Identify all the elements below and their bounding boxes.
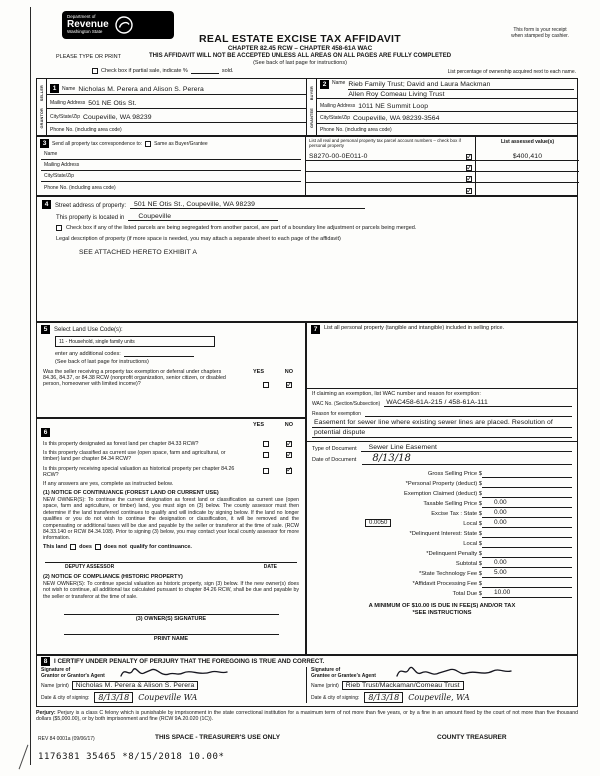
segregated-checkbox[interactable] — [56, 225, 62, 231]
notice-continuance-title: (1) NOTICE OF CONTINUANCE (FOREST LAND OR CURRENT USE) — [43, 490, 219, 497]
tax-label: Taxable Selling Price $ — [423, 501, 482, 507]
grantor-sig-label-1: Signature of — [41, 667, 71, 673]
owners-signature-line — [64, 614, 279, 622]
buyer-mailing-value: 1011 NE Summit Loop — [358, 103, 429, 110]
continuance-does-label: does — [79, 543, 92, 550]
section-3-number: 3 — [40, 139, 49, 148]
parcel-column — [305, 137, 475, 195]
assessed-value-row-3 — [476, 172, 579, 183]
current-use-no-checkbox[interactable] — [286, 452, 292, 458]
tax-label: Subtotal $ — [455, 561, 482, 567]
land-use-see-back-note: (See back of last page for instructions) — [55, 359, 149, 365]
buyer-mailing-label: Mailing Address — [320, 103, 356, 109]
grantor-name-value: Nicholas M. Perera & Alison S. Perera — [72, 681, 199, 690]
tax-label: Local $ — [463, 521, 482, 527]
section-8-signatures — [36, 655, 578, 707]
tax-value: 10.00 — [482, 589, 572, 598]
tax-row-gross-selling-price — [307, 468, 577, 478]
tax-row-exemption-claimed — [307, 488, 577, 498]
tax-row-personal-property-deduct — [307, 478, 577, 488]
buyer-name-value: Rieb Family Trust; David and Laura Mackman — [348, 80, 574, 90]
parcel-row-1 — [306, 150, 475, 161]
receipt-note-line2: when stamped by cashier. — [511, 33, 569, 39]
historic-property-question-text: Is this property receiving special valuation as historical property per chapter 84.26 RCW? — [43, 465, 235, 478]
reason-label: Reason for exemption — [312, 411, 361, 417]
buyer-mailing-row — [317, 99, 577, 112]
additional-codes-label: enter any additional codes: — [55, 351, 121, 357]
section-2-buyer — [306, 78, 578, 136]
tax-value: 0.00 — [482, 499, 572, 508]
seller-name-label: Name — [62, 86, 76, 92]
seller-side-strip — [37, 79, 47, 135]
same-as-buyer-checkbox[interactable] — [145, 141, 151, 147]
seller-mailing-row — [47, 95, 306, 109]
reason-row — [307, 407, 577, 417]
tax-label: Total Due $ — [452, 591, 482, 597]
forest-land-no-checkbox[interactable] — [286, 441, 292, 447]
not-accepted-warning: THIS AFFIDAVIT WILL NOT BE ACCEPTED UNLESS ALL AREAS ON ALL PAGES ARE FULLY COMPLETED — [148, 53, 452, 59]
tax-row-delinquent-penalty — [307, 548, 577, 558]
correspondence-csz-row — [41, 171, 301, 182]
tax-value: 5.00 — [482, 569, 572, 578]
grantor-name-row — [41, 681, 302, 690]
tax-label: *State Technology Fee $ — [418, 571, 482, 577]
tax-value — [482, 549, 572, 558]
located-in-value: Coupeville — [128, 213, 278, 221]
parcel-3-personal-checkbox[interactable] — [466, 176, 472, 182]
historic-property-question — [43, 466, 301, 478]
reason-value: Easement for sewer line where existing sewer lines are placed. Resolution of potential dispute — [312, 418, 572, 438]
section-5-land-use — [36, 322, 306, 418]
continuance-prefix: This land — [43, 543, 68, 550]
tax-value: 0.00 — [482, 559, 572, 568]
date-of-document-row — [307, 452, 577, 465]
section-4-property — [36, 196, 578, 322]
grantee-signature-block — [306, 667, 577, 703]
grantee-date-value: 8/13/18 — [364, 692, 403, 703]
perjury-bold: Perjury: — [36, 710, 56, 716]
seller-name-value: Nicholas M. Perera and Alison S. Perera — [78, 86, 204, 93]
buyer-csz-row — [317, 112, 577, 124]
logo-line2: Revenue — [67, 18, 109, 30]
see-back-note: (See back of last page for instructions) — [253, 60, 347, 66]
form-rev-number: REV 84 0001a (09/06/17) — [38, 736, 95, 742]
section-2-number: 2 — [320, 80, 329, 89]
grantor-city-value: Coupeville WA — [138, 693, 198, 702]
see-instructions-note: *SEE INSTRUCTIONS — [412, 610, 472, 616]
deputy-assessor-line — [45, 562, 297, 570]
type-of-document-value: Sewer Line Easement — [361, 444, 572, 452]
buyer-name-row — [317, 79, 577, 99]
located-in-label: This property is located in — [56, 215, 125, 221]
form-title: REAL ESTATE EXCISE TAX AFFIDAVIT — [199, 33, 401, 45]
classification-header — [41, 421, 301, 439]
partial-sale-checkbox[interactable] — [92, 68, 98, 74]
date-of-document-value: 8/13/18 — [362, 453, 572, 465]
parcel-4-personal-checkbox[interactable] — [466, 188, 472, 194]
forest-land-question-text: Is this property designated as forest land per chapter 84.33 RCW? — [43, 441, 199, 447]
buyer-phone-row — [317, 124, 577, 135]
tax-value — [482, 479, 572, 488]
scan-artifact-line — [19, 745, 29, 770]
section-5-number: 5 — [41, 325, 50, 334]
seller-csz-row — [47, 109, 306, 123]
buyer-side-bottom-label: GRANTEE — [309, 107, 314, 128]
grantee-city-value: Coupeville, WA — [408, 693, 470, 702]
answers-yes-note: If any answers are yes, complete as instructed below. — [43, 481, 174, 488]
deferral-yes-no-header — [253, 369, 293, 375]
section-4-number: 4 — [42, 200, 51, 209]
assessed-value-header: List assessed value(s) — [500, 139, 555, 145]
parcel-row-3 — [306, 172, 475, 183]
located-in-row — [37, 209, 577, 221]
grantor-date-value: 8/13/18 — [94, 692, 133, 703]
exemption-intro-label: If claiming an exemption, list WAC number and reason for exemption: — [312, 391, 481, 397]
current-use-question — [43, 450, 301, 462]
receipt-note — [492, 27, 588, 39]
personal-property-blank-area — [307, 334, 577, 388]
grantor-name-label: Name (print) — [41, 682, 69, 689]
correspondence-mailing-row — [41, 160, 301, 171]
segregated-label: Check box if any of the listed parcels are being segregated from another parcel, are part of a boundary line adjustment or parcels being merged. — [66, 225, 417, 231]
section-6-classification — [36, 418, 306, 655]
grantor-signature — [117, 664, 247, 680]
section-1-seller — [36, 78, 307, 136]
tax-row-affidavit-processing-fee — [307, 578, 577, 588]
certify-statement: I CERTIFY UNDER PENALTY OF PERJURY THAT THE FOREGOING IS TRUE AND CORRECT. — [54, 658, 325, 665]
buyer-phone-label: Phone No. (including area code) — [320, 127, 392, 133]
tax-value — [482, 489, 572, 498]
seller-phone-row — [47, 123, 306, 135]
assessed-value-row-2 — [476, 161, 579, 172]
notice-continuance-body: NEW OWNER(S): To continue the current designation as forest land or classification as current use (open space, farm and agriculture, or timber) land, you must sign on (3) below. The county assessor must then determine if the land transferred continues to qualify and will indicate by signing below. If the land no longer qualifies or you do not wish to continue the designation or classification, it will be removed and the compensating or additional taxes will be due and payable by the seller or transferor at the time of sale. (RCW 84.33.140 or RCW 84.34.108). Prior to signing (3) below, you may contact your local county assessor for more information. — [43, 497, 299, 542]
tax-row-delinquent-interest-state — [307, 528, 577, 538]
additional-codes-row — [37, 347, 305, 357]
section-7-number: 7 — [311, 325, 320, 334]
correspondence-csz-label: City/State/Zip — [44, 173, 75, 179]
tax-value — [482, 579, 572, 588]
tax-value — [482, 539, 572, 548]
partial-sale-percent-field — [191, 67, 219, 74]
deferral-no-checkbox[interactable] — [286, 382, 292, 388]
print-name-line — [64, 634, 279, 642]
parcel-row-2 — [306, 161, 475, 172]
send-correspondence-label: Send all property tax correspondence to: — [52, 140, 143, 147]
section-8-number: 8 — [41, 657, 50, 666]
tax-row-excise-local — [307, 518, 577, 528]
assessed-value-row-1 — [476, 150, 579, 161]
deferral-yes-header: YES — [253, 369, 265, 375]
perjury-text: Perjury is a class C felony which is punishable by imprisonment in the state correctional institution for a maximum term of not more than five years, or by a fine in an amount fixed by the court of not more than five thousand dollars ($5,000.00), or by both imprisonment and fine (RCW 9A.20.020 (1C)). — [36, 710, 578, 723]
correspondence-name-row — [41, 149, 301, 160]
tax-label: Exemption Claimed (deduct) $ — [404, 491, 482, 497]
deferral-no-header: NO — [284, 369, 293, 375]
notice-compliance-body: NEW OWNER(S): To continue special valuation as historic property, sign (3) below. If the new owner(s) does not wish to continue, all additional tax calculated pursuant to chapter 84.26 RCW, shall be due and payable by the seller or transferor at the time of sale. — [43, 580, 299, 600]
seller-name-row — [47, 79, 306, 95]
section-1-number: 1 — [50, 84, 59, 93]
classification-yes-no-header — [253, 422, 293, 428]
land-use-header — [37, 323, 305, 335]
legal-description-label: Legal description of property (if more space is needed, you may attach a separate sheet to each page of the affidavit) — [56, 236, 341, 242]
tax-row-total-due — [307, 588, 577, 598]
parcel-1-personal-checkbox[interactable] — [466, 154, 472, 160]
please-type-note: PLEASE TYPE OR PRINT — [56, 54, 122, 60]
legal-description-value: SEE ATTACHED HERETO EXHIBIT A — [79, 249, 197, 256]
historic-yes-checkbox[interactable] — [263, 468, 269, 474]
correspondence-mailing-label: Mailing Address — [44, 162, 80, 168]
land-use-select-label: Select Land Use Code(s): — [54, 326, 123, 333]
deputy-date-label: DATE — [263, 563, 277, 570]
current-use-question-text: Is this property classified as current use (open space, farm and agricultural, or timber) land per chapter 84.34 RCW? — [43, 450, 226, 463]
assessed-value-1: $400,410 — [512, 153, 543, 160]
grantee-sig-label-2: Grantee or Grantee's Agent — [311, 672, 376, 679]
grantee-date-label: Date & city of signing: — [311, 694, 360, 701]
tax-label: Local $ — [463, 541, 482, 547]
historic-no-checkbox[interactable] — [286, 468, 292, 474]
deferral-question-text: Was the seller receiving a property tax exemption or deferral under chapters 84.36, 84.37, or 84.38 RCW (nonprofit organization, senior citizen, or disabled person, homeowner with limited income)? — [43, 369, 226, 388]
continuance-does-checkbox[interactable] — [70, 544, 76, 550]
tax-label: Excise Tax : State $ — [431, 511, 482, 517]
tax-row-taxable-selling-price — [307, 498, 577, 508]
perjury-note — [36, 710, 578, 723]
notice-compliance-title: (2) NOTICE OF COMPLIANCE (HISTORIC PROPERTY) — [43, 573, 183, 580]
seller-phone-label: Phone No. (including area code) — [50, 127, 122, 133]
grantee-signature — [391, 664, 521, 680]
dor-swirl-icon — [114, 15, 134, 35]
deferral-question — [43, 369, 301, 388]
assessed-value-column — [475, 137, 579, 195]
grantor-signature-block — [37, 667, 306, 703]
type-of-document-label: Type of Document — [312, 446, 357, 452]
ownership-note: List percentage of ownership acquired next to each name. — [447, 69, 576, 75]
correspondence-phone-row — [41, 182, 301, 193]
grantee-name-value: Rieb Trust/Mackaman/Comeau Trust — [342, 681, 464, 690]
forest-land-yes-checkbox[interactable] — [263, 441, 269, 447]
correspondence-name-label: Name — [44, 151, 58, 157]
buyer-side-strip — [307, 79, 317, 135]
personal-property-header — [307, 323, 577, 334]
assessed-value-row-4 — [476, 183, 579, 194]
buyer-side-top-label: BUYER — [309, 86, 314, 101]
tax-label: *Personal Property (deduct) $ — [405, 481, 482, 487]
county-treasurer-label: COUNTY TREASURER — [437, 734, 507, 741]
correspondence-column — [37, 137, 305, 195]
tax-label: *Affidavit Processing Fee $ — [412, 581, 482, 587]
wac-label: WAC No. (Section/Subsection) — [312, 401, 381, 407]
forest-land-question — [43, 441, 301, 447]
tax-row-delinquent-interest-local — [307, 538, 577, 548]
classification-no-header: NO — [284, 422, 293, 428]
seller-mailing-value: 501 NE Otis St. — [88, 100, 137, 107]
parcel-2-personal-checkbox[interactable] — [466, 165, 472, 171]
minimum-due-note: A MINIMUM OF $10.00 IS DUE IN FEE(S) AND/OR TAX — [368, 603, 516, 609]
seller-csz-label: City/State/Zip — [50, 114, 81, 120]
seller-side-bottom-label: GRANTOR — [39, 108, 44, 129]
continuance-does-not-checkbox[interactable] — [95, 544, 101, 550]
tax-label: Gross Selling Price $ — [427, 471, 482, 477]
tax-row-excise-state — [307, 508, 577, 518]
buyer-csz-label: City/State/Zip — [320, 115, 351, 121]
receipt-note-line1: This form is your receipt — [513, 27, 567, 33]
seller-csz-value: Coupeville, WA 98239 — [83, 114, 152, 121]
treasurer-stamp: 1176381 35465 *8/15/2018 10.00* — [38, 752, 225, 762]
seller-mailing-label: Mailing Address — [50, 100, 86, 106]
tax-value: 0.00 — [482, 519, 572, 528]
parcel-row-4 — [306, 183, 475, 194]
seller-side-top-label: SELLER — [39, 85, 44, 102]
section-6-number: 6 — [41, 428, 50, 437]
continuance-suffix: qualify for continuance. — [129, 543, 192, 550]
section-3-correspondence — [36, 136, 578, 196]
street-address-value: 501 NE Otis St., Coupeville, WA 98239 — [130, 201, 365, 209]
print-name-label: PRINT NAME — [153, 636, 189, 643]
additional-codes-field — [124, 350, 194, 357]
wac-value: WAC458-61A-215 / 458-61A-111 — [384, 399, 572, 407]
street-address-label: Street address of property: — [55, 203, 127, 209]
deferral-yes-checkbox[interactable] — [263, 382, 269, 388]
continuance-does-not-label: does not — [103, 543, 127, 550]
logo-line3: Washington State — [67, 29, 103, 35]
section-7-tax — [306, 322, 578, 655]
grantee-date-row — [311, 692, 573, 703]
correspondence-phone-label: Phone No. (including area code) — [44, 185, 116, 191]
personal-property-label: List all personal property (tangible and intangible) included in selling price. — [324, 325, 505, 331]
parcel-header: List all real and personal property tax parcel account numbers – check box if personal property — [309, 138, 461, 148]
grantee-name-label: Name (print) — [311, 682, 339, 689]
classification-yes-header: YES — [253, 422, 265, 428]
street-address-row — [37, 197, 577, 209]
tax-row-state-technology-fee — [307, 568, 577, 578]
current-use-yes-checkbox[interactable] — [263, 452, 269, 458]
tax-label: *Delinquent Interest: State $ — [409, 531, 482, 537]
partial-sale-suffix: sold. — [221, 68, 234, 74]
tax-value — [482, 469, 572, 478]
grantee-name-row — [311, 681, 573, 690]
form-chapter: CHAPTER 82.45 RCW – CHAPTER 458-61A WAC — [227, 45, 373, 52]
continuance-row — [43, 544, 299, 550]
local-rate-box: 0.0050 — [365, 519, 391, 527]
tax-value — [482, 529, 572, 538]
owners-signature-label: (3) OWNER(S) SIGNATURE — [135, 616, 207, 623]
reason-blank-line — [365, 410, 572, 417]
buyer-name2-value: Allen Roy Comeau Living Trust — [348, 91, 445, 98]
partial-sale-row — [92, 67, 233, 74]
treasurer-space-label: THIS SPACE - TREASURER'S USE ONLY — [155, 734, 281, 741]
tax-row-subtotal — [307, 558, 577, 568]
tax-rows — [307, 468, 577, 598]
grantor-date-row — [41, 692, 302, 703]
type-of-document-row — [307, 442, 577, 452]
buyer-name-label: Name — [332, 80, 346, 86]
tax-value: 0.00 — [482, 509, 572, 518]
grantor-sig-label-2: Grantor or Grantor's Agent — [41, 672, 105, 679]
logo-line1: Department of — [67, 14, 96, 20]
land-use-code-value: 11 - Household, single family units — [59, 338, 135, 345]
scan-edge-line — [30, 7, 31, 765]
wac-row — [307, 397, 577, 407]
deputy-assessor-label: DEPUTY ASSESSOR — [65, 563, 115, 570]
grantor-date-label: Date & city of signing: — [41, 694, 90, 701]
land-use-code-select[interactable] — [55, 336, 215, 347]
partial-sale-label: Check box if partial sale, indicate % — [101, 68, 188, 74]
grantee-sig-label-1: Signature of — [311, 667, 341, 673]
same-as-buyer-label: Same as Buyer/Grantee — [154, 140, 208, 147]
buyer-csz-value: Coupeville, WA 98239-3564 — [353, 115, 440, 122]
segregated-row — [37, 221, 577, 231]
date-of-document-label: Date of Document — [312, 457, 357, 463]
tax-label: *Delinquent Penalty $ — [426, 551, 482, 557]
parcel-1-number: S8270-00-0E011-0 — [309, 153, 368, 160]
